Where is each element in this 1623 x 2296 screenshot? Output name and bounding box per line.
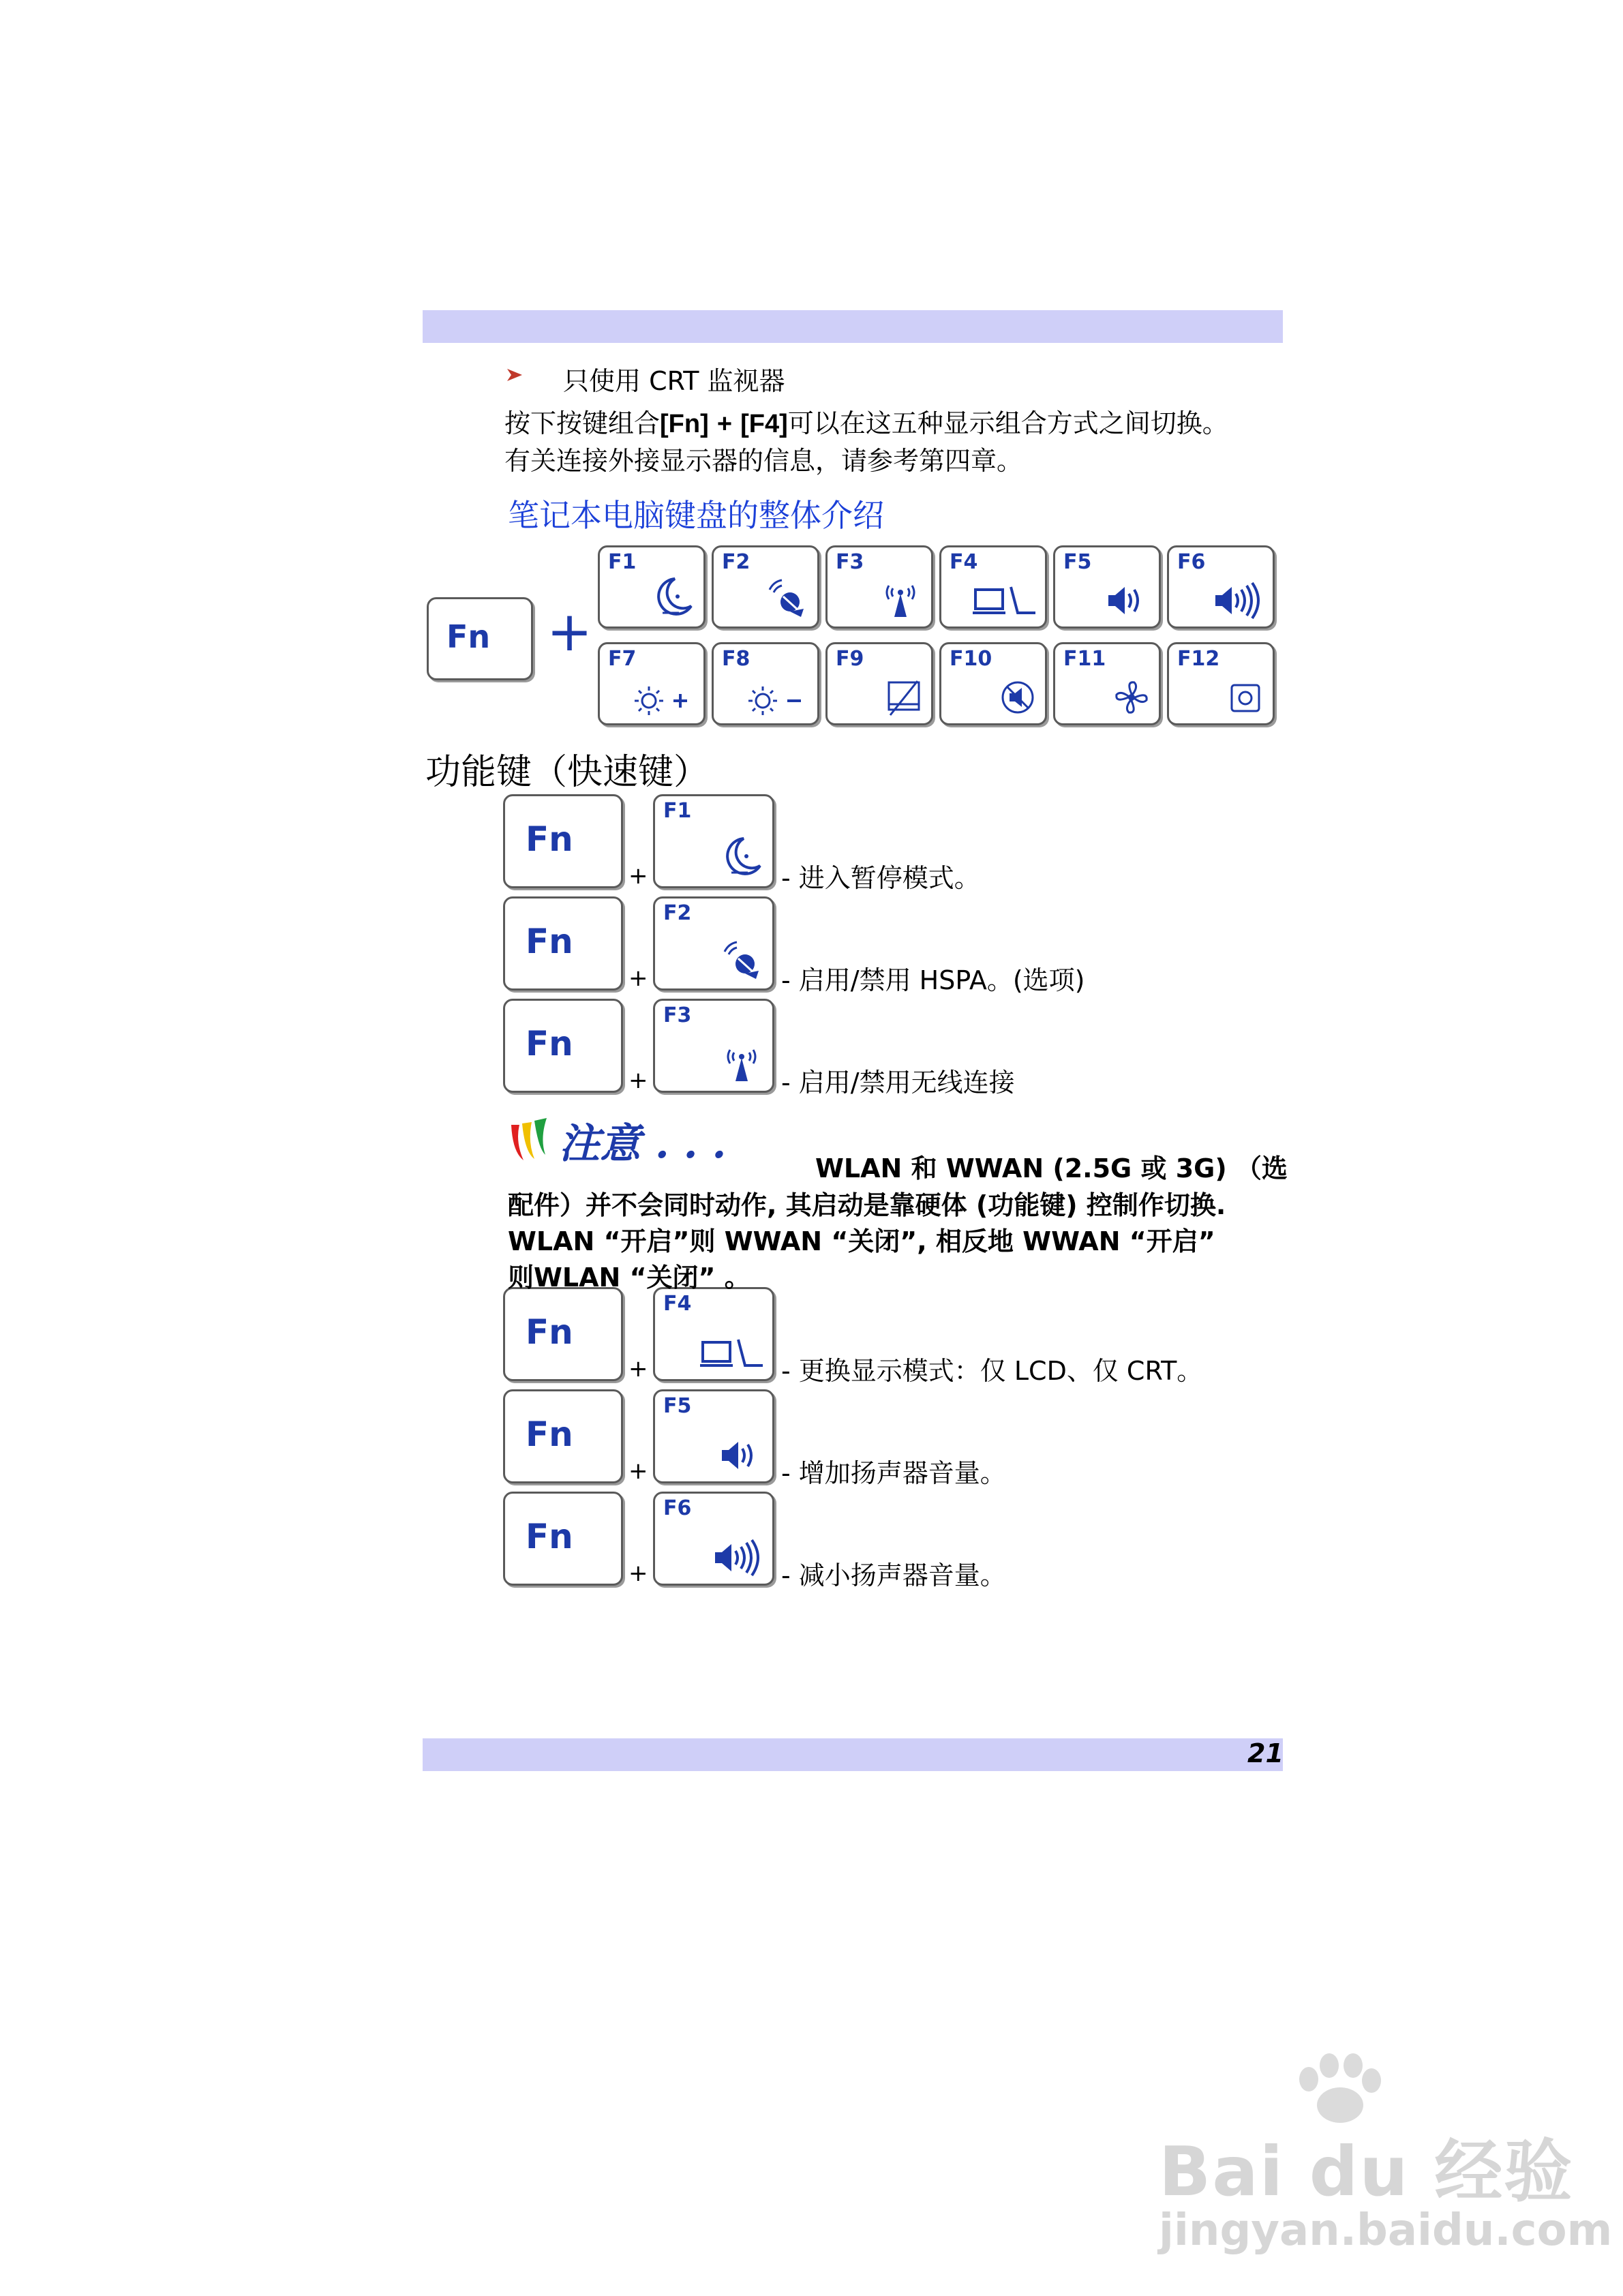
hotkey-plus: + [628,1067,648,1094]
key-label: F4 [663,1292,692,1316]
key-label: F4 [950,550,978,574]
key-label: F12 [1177,647,1220,671]
overview-key-f6 [1167,545,1275,629]
key-label: F3 [836,550,864,574]
note-swoosh-icon [504,1111,559,1166]
paragraph-2: 有关连接外接显示器的信息，请参考第四章。 [504,446,1023,476]
hotkey-title: 功能键（快速键） [425,752,710,793]
overview-key-f2 [712,545,819,629]
key-label: F6 [663,1496,692,1520]
note-line-3: WLAN “开启”则 WWAN “关闭”, 相反地 WWAN “开启” [508,1226,1215,1256]
hotkey-f2-key [653,896,774,991]
footer-band [423,1738,1283,1771]
key-label: F10 [950,647,992,671]
hotkey-plus: + [628,1560,648,1587]
overview-fn-label: Fn [446,618,491,655]
paragraph-1: 按下按键组合[Fn] + [F4]可以在这五种显示组合方式之间切换。 [504,408,1228,438]
key-label: F9 [836,647,864,671]
hotkey-f3-key [653,999,774,1093]
hotkey-plus: + [628,1355,648,1383]
hotkey-fn-key [503,896,623,991]
hotkey-description: - 更换显示模式：仅 LCD、仅 CRT。 [781,1356,1203,1386]
key-label: F3 [663,1003,692,1027]
fn-label: Fn [526,922,573,961]
note-line-1: WLAN 和 WWAN (2.5G 或 3G) （选 [815,1153,1288,1183]
fn-label: Fn [526,1312,573,1352]
overview-key-f9 [825,642,933,725]
key-label: F6 [1177,550,1206,574]
overview-key-f5 [1053,545,1161,629]
key-label: F1 [608,550,637,574]
hotkey-fn-key [503,794,623,888]
hotkey-description: - 进入暂停模式。 [781,863,980,893]
watermark-brand: Bai du 经验 [1159,2132,1574,2211]
hotkey-fn-key [503,1389,623,1483]
note-line-2: 配件）并不会同时动作, 其启动是靠硬体 (功能键) 控制作切换. [508,1190,1226,1220]
hotkey-plus: + [628,965,648,992]
note-logo-text: 注意 . . . [559,1120,727,1168]
hotkey-description: - 启用/禁用无线连接 [781,1068,1015,1098]
overview-key-f3 [825,545,933,629]
note-logo [504,1111,763,1166]
hotkey-fn-key [503,999,623,1093]
hotkey-description: - 启用/禁用 HSPA。(选项) [781,965,1085,995]
key-label: F11 [1063,647,1106,671]
overview-plus: + [547,600,593,663]
page-number: 21 [1247,1738,1284,1768]
key-label: F5 [663,1394,692,1418]
bullet-text: 只使用 CRT 监视器 [563,366,785,396]
key-label: F5 [1063,550,1092,574]
header-band [423,310,1283,343]
overview-key-f7 [598,642,706,725]
hotkey-description: - 增加扬声器音量。 [781,1458,1006,1488]
hotkey-f6-key [653,1492,774,1586]
hotkey-fn-key [503,1492,623,1586]
fn-label: Fn [526,1517,573,1556]
overview-key-f12 [1167,642,1275,725]
hotkey-f5-key [653,1389,774,1483]
hotkey-plus: + [628,862,648,890]
bullet-arrow-icon [504,365,525,388]
key-label: F8 [722,647,750,671]
key-label: F2 [722,550,750,574]
hotkey-fn-key [503,1287,623,1381]
hotkey-plus: + [628,1457,648,1485]
note-line-4: 则WLAN “关闭” 。 [508,1263,750,1293]
overview-key-f1 [598,545,706,629]
overview-key-f10 [939,642,1047,725]
watermark-url: jingyan.baidu.com [1159,2205,1613,2256]
overview-key-f4 [939,545,1047,629]
fn-label: Fn [526,1024,573,1063]
fn-label: Fn [526,819,573,859]
hotkey-f4-key [653,1287,774,1381]
hotkey-description: - 减小扬声器音量。 [781,1560,1006,1590]
overview-fn-key [427,597,533,680]
key-label: F1 [663,799,692,823]
hotkey-f1-key [653,794,774,888]
key-label: F2 [663,901,692,925]
section-title: 笔记本电脑键盘的整体介绍 [508,497,884,534]
overview-key-f11 [1053,642,1161,725]
key-label: F7 [608,647,637,671]
overview-key-f8 [712,642,819,725]
fn-label: Fn [526,1415,573,1454]
